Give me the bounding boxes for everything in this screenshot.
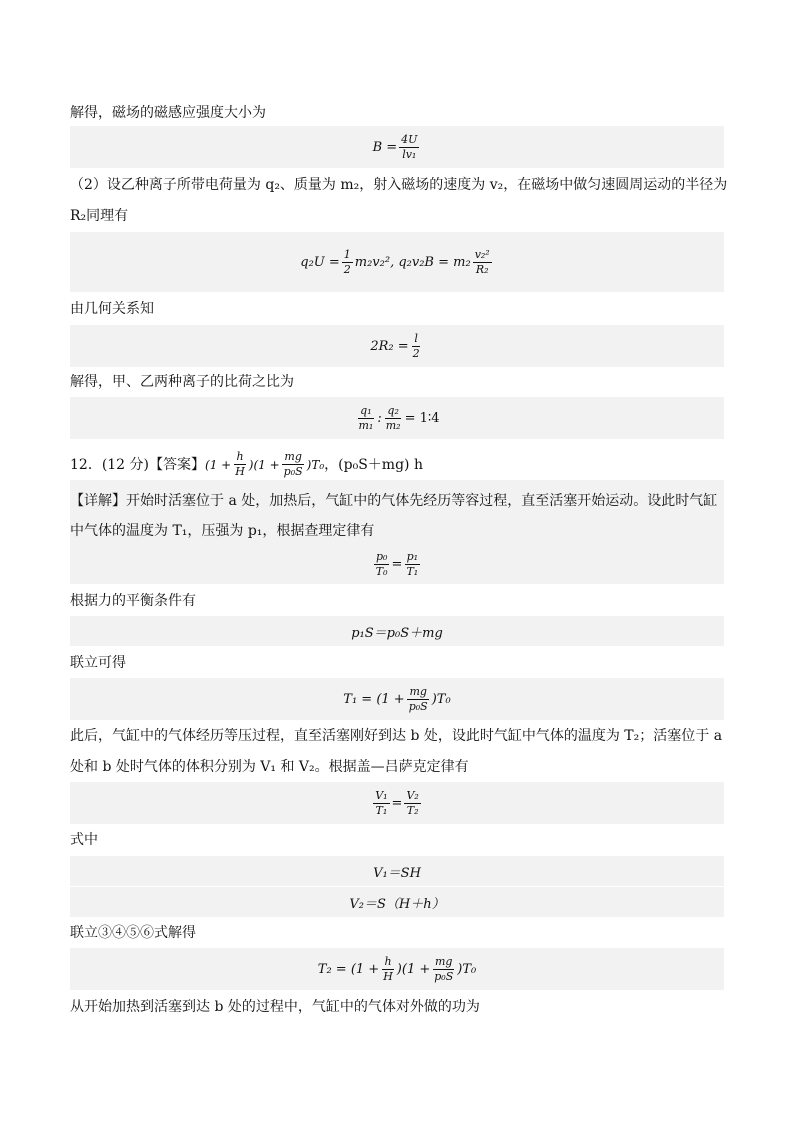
fraction — [342, 248, 353, 277]
formula-text: (1 + — [205, 457, 232, 472]
numerator: mg — [409, 684, 427, 698]
numerator: V₂ — [406, 788, 419, 802]
fraction — [411, 332, 422, 361]
formula-block — [70, 126, 724, 168]
fraction — [282, 450, 305, 479]
answer-text: ，(p₀S＋mg) h — [324, 456, 423, 473]
formula-text: q₂U = — [300, 254, 340, 270]
answer-line — [70, 450, 423, 479]
text-line: 联立可得 — [70, 655, 126, 671]
text-line: 解得，磁场的磁感应强度大小为 — [70, 105, 266, 121]
formula-block — [70, 397, 724, 439]
numerator: q₂ — [387, 403, 399, 417]
formula-block — [70, 948, 724, 990]
numerator: mg — [284, 450, 302, 463]
denominator: T₀ — [375, 564, 388, 578]
fraction — [399, 133, 419, 162]
formula-text: )T₀ — [431, 691, 451, 707]
denominator: m₂ — [385, 418, 401, 432]
formula-text: )T₀ — [306, 457, 325, 472]
fraction — [432, 955, 455, 984]
denominator: 2 — [412, 346, 420, 360]
text-line: 处和 b 处时气体的体积分别为 V₁ 和 V₂。根据盖—吕萨克定律有 — [70, 759, 469, 775]
fraction — [381, 955, 395, 984]
numerator: l — [414, 331, 418, 345]
formula-text: 2R₂ = — [370, 338, 409, 354]
formula-text: T₁ = (1 + — [343, 691, 405, 707]
denominator: m₁ — [358, 418, 374, 432]
formula-block — [70, 678, 724, 720]
text-line: 中气体的温度为 T₁，压强为 p₁，根据查理定律有 — [70, 523, 375, 539]
formula-block: p₁S＝p₀S＋mg — [70, 616, 724, 646]
fraction — [407, 685, 430, 714]
denominator: T₁ — [406, 564, 419, 578]
denominator: H — [235, 465, 245, 478]
text-line: 式中 — [70, 832, 98, 848]
text-line: 【详解】开始时活塞位于 a 处，加热后，气缸中的气体先经历等容过程，直至活塞开始运动。设此时气缸 — [70, 493, 718, 509]
denominator: 2 — [343, 262, 351, 276]
numerator: v₂² — [474, 247, 490, 261]
numerator: V₁ — [375, 788, 388, 802]
text-line: 联立③④⑤⑥式解得 — [70, 925, 196, 941]
fraction — [233, 450, 247, 479]
numerator: mg — [435, 954, 453, 968]
denominator: p₀S — [434, 969, 454, 983]
fraction — [384, 404, 403, 433]
text-line: 解得，甲、乙两种离子的比荷之比为 — [70, 374, 294, 390]
formula-block: V₂＝S（H＋h） — [70, 887, 724, 917]
denominator: p₀S — [283, 465, 303, 478]
numerator: q₁ — [360, 403, 372, 417]
numerator: 1 — [343, 247, 351, 261]
formula-text: )T₀ — [457, 961, 477, 977]
formula-block — [70, 325, 724, 367]
formula-text: m₂v₂², q₂v₂B = m₂ — [354, 254, 471, 270]
fraction — [473, 248, 492, 277]
fraction — [373, 789, 389, 818]
formula-text: = — [391, 795, 403, 811]
formula-text: = — [391, 556, 403, 572]
text-line: 此后，气缸中的气体经历等压过程，直至活塞刚好到达 b 处，设此时气缸中气体的温度为 T₂；活塞位于 a — [70, 728, 723, 744]
formula-block: V₁＝SH — [70, 856, 724, 886]
denominator: H — [383, 969, 393, 983]
text-line: R₂同理有 — [70, 208, 129, 224]
text-line: 由几何关系知 — [70, 301, 154, 317]
denominator: T₁ — [375, 803, 388, 817]
numerator: p₁ — [406, 549, 419, 563]
denominator: R₂ — [475, 262, 489, 276]
formula-text: : — [377, 410, 382, 426]
formula-row — [70, 544, 724, 584]
formula-text: B = — [372, 139, 398, 155]
denominator: lv₁ — [402, 147, 417, 161]
formula-text: T₂ = (1 + — [317, 961, 380, 977]
fraction — [374, 550, 390, 579]
denominator: T₂ — [406, 803, 419, 817]
formula-block — [70, 232, 724, 292]
fraction — [404, 789, 420, 818]
fraction — [404, 550, 420, 579]
text-line: 从开始加热到活塞到达 b 处的过程中，气缸中的气体对外做的功为 — [70, 999, 480, 1015]
numerator: h — [384, 954, 392, 968]
formula-text: )(1 + — [248, 457, 280, 472]
text-line: （2）设乙种离子所带电荷量为 q₂、质量为 m₂，射入磁场的速度为 v₂，在磁场中做匀速圆周运动的半径为 — [70, 177, 728, 193]
answer-label: 12．(12 分)【答案】 — [70, 456, 206, 473]
denominator: p₀S — [408, 699, 428, 713]
detail-block — [70, 480, 724, 584]
fraction — [356, 404, 375, 433]
numerator: h — [236, 450, 244, 463]
formula-text: )(1 + — [396, 961, 431, 977]
text-line: 根据力的平衡条件有 — [70, 593, 196, 609]
formula-block — [70, 782, 724, 824]
numerator: 4U — [401, 132, 418, 146]
numerator: p₀ — [375, 549, 388, 563]
formula-text: = 1∶4 — [404, 410, 440, 426]
